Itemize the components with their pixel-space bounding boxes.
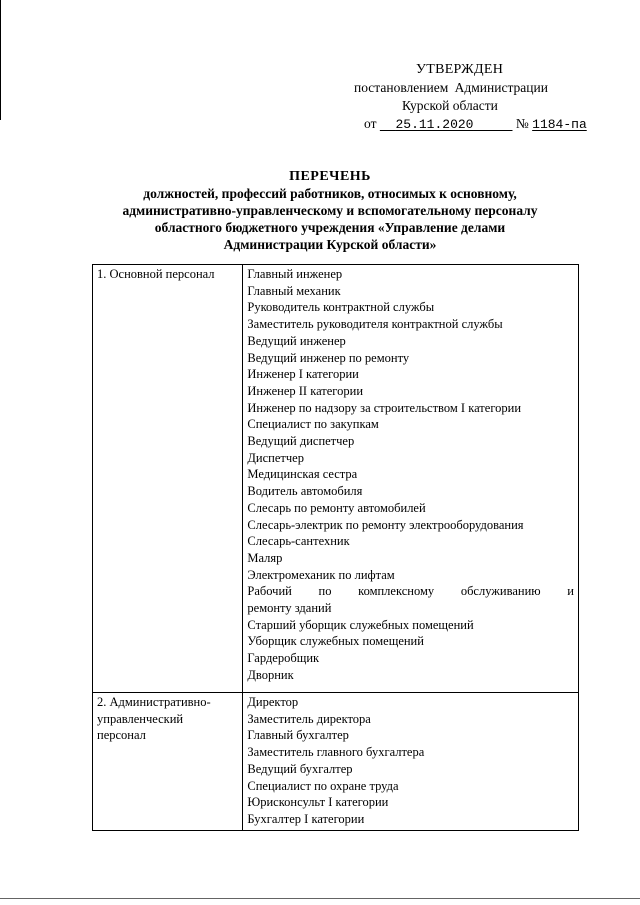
list-item: Инженер по надзору за строительством I категории bbox=[247, 400, 522, 415]
list-item: Гардеробщик bbox=[247, 651, 320, 666]
list-item: Главный механик bbox=[247, 283, 341, 298]
approval-title: УТВЕРЖДЕН bbox=[416, 62, 504, 77]
list-item: Ведущий диспетчер bbox=[247, 434, 355, 449]
positions-cell bbox=[243, 693, 579, 831]
positions-cell bbox=[243, 265, 579, 693]
list-item: Медицинская сестра bbox=[247, 467, 358, 482]
document-heading bbox=[80, 168, 580, 253]
list-item: Руководитель контрактной службы bbox=[247, 300, 435, 315]
list-item: Водитель автомобиля bbox=[247, 484, 363, 499]
list-item: Инженер I категории bbox=[247, 367, 359, 382]
list-item: Заместитель директора bbox=[247, 711, 371, 726]
list-item: Юрисконсульт I категории bbox=[247, 795, 389, 810]
scan-edge-bottom bbox=[0, 898, 640, 899]
approval-region-line: Курской области bbox=[402, 98, 498, 113]
heading-line: административно-управленческому и вспомогательному персоналу bbox=[122, 203, 538, 218]
list-item: Инженер II категории bbox=[247, 383, 364, 398]
heading-line: должностей, профессий работников, относимых к основному, bbox=[143, 186, 517, 201]
list-item: Слесарь-электрик по ремонту электрооборудования bbox=[247, 517, 524, 532]
list-item: Слесарь по ремонту автомобилей bbox=[247, 500, 426, 515]
list-item: Специалист по закупкам bbox=[247, 417, 379, 432]
list-item: Ведущий бухгалтер bbox=[247, 761, 353, 776]
document-title: ПЕРЕЧЕНЬ bbox=[289, 169, 371, 184]
category-label: управленческий bbox=[97, 711, 184, 726]
category-label: персонал bbox=[97, 728, 146, 743]
list-item: Слесарь-сантехник bbox=[247, 534, 350, 549]
positions-table bbox=[92, 264, 579, 831]
list-item: Специалист по охране труда bbox=[247, 778, 399, 793]
decree-date: 25.11.2020 bbox=[395, 117, 474, 132]
scan-edge bbox=[0, 0, 1, 120]
category-cell bbox=[93, 693, 243, 831]
list-item: Старший уборщик служебных помещений bbox=[247, 617, 474, 632]
list-item: Уборщик служебных помещений bbox=[247, 634, 424, 649]
list-item: Маляр bbox=[247, 550, 283, 565]
list-item: Ведущий инженер по ремонту bbox=[247, 350, 410, 365]
list-item: Бухгалтер I категории bbox=[247, 811, 365, 826]
category-label: 1. Основной персонал bbox=[97, 267, 215, 281]
table-row bbox=[93, 693, 579, 831]
table-row bbox=[93, 265, 579, 693]
approval-date-number bbox=[364, 116, 587, 133]
list-item: Электромеханик по лифтам bbox=[247, 567, 395, 582]
heading-line: Администрации Курской области» bbox=[223, 237, 437, 252]
list-item: Заместитель главного бухгалтера bbox=[247, 745, 425, 760]
list-item: Рабочий по комплексному обслуживанию и bbox=[247, 584, 574, 599]
category-label: 2. Административно- bbox=[97, 695, 211, 709]
list-item: Диспетчер bbox=[247, 450, 304, 465]
date-prefix: от bbox=[364, 116, 377, 131]
decree-number: 1184-па bbox=[532, 117, 587, 132]
heading-line: областного бюджетного учреждения «Управление делами bbox=[154, 220, 506, 235]
list-item: Главный инженер bbox=[247, 267, 343, 281]
list-item: Заместитель руководителя контрактной службы bbox=[247, 317, 503, 332]
list-item: Ведущий инженер bbox=[247, 333, 346, 348]
list-item: ремонту зданий bbox=[247, 601, 332, 616]
number-prefix: № bbox=[515, 116, 529, 131]
category-cell bbox=[93, 265, 243, 693]
list-item: Директор bbox=[247, 695, 299, 709]
list-item: Дворник bbox=[247, 667, 294, 682]
list-item: Главный бухгалтер bbox=[247, 728, 349, 743]
approval-decree-line: постановлением Администрации bbox=[354, 80, 548, 95]
